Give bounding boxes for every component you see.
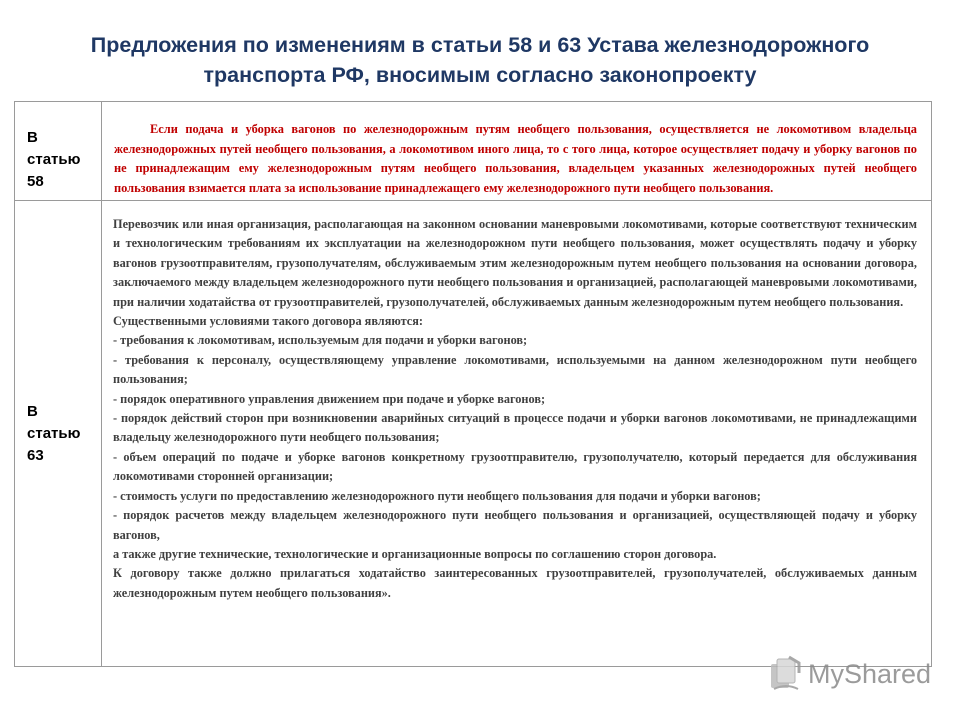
list-item: - стоимость услуги по предоставлению железнодорожного пути необщего пользования для подачи и уборки вагонов; (113, 488, 761, 503)
watermark (768, 655, 933, 695)
list-item: - требования к локомотивам, используемым для подачи и уборки вагонов; (113, 333, 528, 348)
myshared-logo-icon (768, 655, 804, 693)
paragraph: К договору также должно прилагаться ходатайство заинтересованных грузоотправителей, грузополучателей, обслуживаемых данным железнодорожным путем необщего пользования». (113, 566, 917, 600)
paragraph: Перевозчик или иная организация, располагающая на законном основании маневровыми локомотивами, которые соответствуют техническим и технологическим требованиям их эксплуатации на железнодорожном пути необщего пользования, может осуществлять подачу и уборку вагонов грузоотправителям, грузополучателям, обслуживаемым этим железнодорожным путем необщего пользования на основании договора, заключаемого между владельцем железнодорожного пути необщего пользования и организацией, располагающей маневровыми локомотивами, при наличии ходатайства от грузоотправителей, грузополучателей, обслуживаемых данным железнодорожным путем необщего пользования. (113, 217, 917, 309)
paragraph: Существенными условиями такого договора являются: (113, 314, 423, 329)
list-item: - порядок оперативного управления движением при подаче и уборке вагонов; (113, 391, 546, 406)
article-label-line: статью (27, 424, 81, 442)
article-label-line: 63 (27, 446, 44, 464)
list-item: - порядок расчетов между владельцем железнодорожного пути необщего пользования и организацией, осуществляющей подачу и уборку вагонов, (113, 508, 917, 542)
article-58-text: Если подача и уборка вагонов по железнодорожным путям необщего пользования, осуществляется не локомотивом владельца железнодорожных путей необщего пользования, а локомотивом иного лица, то с того лица, которое осуществляет подачу и уборку вагонов по не принадлежащим ему железнодорожным путям необщего пользования, владельцем указанных железнодорожных путей необщего пользования взимается плата за использование принадлежащего ему железнодорожного пути необщего пользования. (114, 122, 917, 195)
article-label-line: В (27, 402, 38, 420)
watermark-text: MyShared (808, 659, 932, 689)
table-row (15, 201, 932, 667)
article-label-line: статью (27, 151, 81, 168)
table-row (15, 102, 932, 201)
paragraph: а также другие технические, технологические и организационные вопросы по соглашению сторон договора. (113, 546, 717, 561)
amendments-table (14, 101, 932, 667)
article-label-line: 58 (27, 173, 44, 190)
list-item: - порядок действий сторон при возникновении аварийных ситуаций в процессе подачи и уборки вагонов локомотивами, не принадлежащими владельцу железнодорожного пути необщего пользования; (113, 411, 917, 445)
title-line-1: Предложения по изменениям в статьи 58 и 63 Устава железнодорожного (90, 33, 870, 57)
list-item: - требования к персоналу, осуществляющему управление локомотивами, используемыми на данном железнодорожном пути необщего пользования; (113, 352, 917, 387)
article-label-line: В (27, 129, 38, 146)
title-line-2: транспорта РФ, вносимым согласно законопроекту (203, 63, 757, 87)
article-63-text-cell (102, 201, 932, 667)
page-title (20, 30, 940, 90)
list-item: - объем операций по подаче и уборке вагонов конкретному грузоотправителю, грузополучателю, который передается для обслуживания локомотивами сторонней организации; (113, 449, 917, 484)
article-label-cell (15, 102, 102, 201)
article-58-text-cell (102, 102, 932, 201)
article-label-cell (15, 201, 102, 667)
